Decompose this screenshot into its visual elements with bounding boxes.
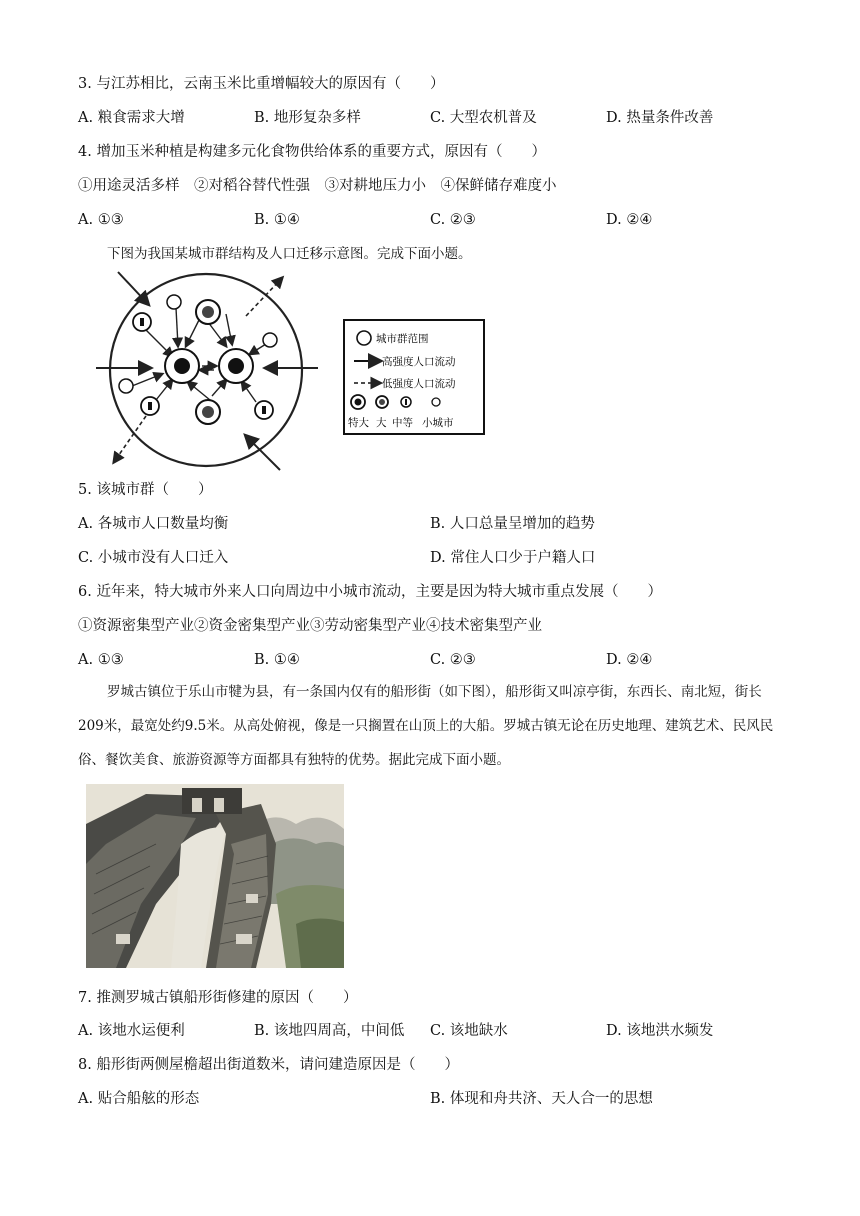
q4-items: ①用途灵活多样 ②对稻谷替代性强 ③对耕地压力小 ④保鲜储存难度小 [78,178,557,194]
q7-option-d: D. 该地洪水频发 [606,1023,714,1039]
intro-city-cluster: 下图为我国某城市群结构及人口迁移示意图。完成下面小题。 [107,246,472,262]
q8-option-b: B. 体现和舟共济、天人合一的思想 [430,1091,653,1107]
q6-items: ①资源密集型产业②资金密集型产业③劳动密集型产业④技术密集型产业 [78,618,542,634]
legend-size-large: 大 [376,417,387,429]
q4-option-d: D. ②④ [606,212,653,228]
q5-option-c: C. 小城市没有人口迁入 [78,550,229,566]
q3-option-a: A. 粮食需求大增 [78,110,185,126]
legend-size-medium: 中等 [392,417,413,429]
q6-option-c: C. ②③ [430,652,476,668]
q3-option-d: D. 热量条件改善 [606,110,714,126]
legend-size-mega: 特大 [348,417,369,429]
q5-stem: 5. 该城市群（ ） [78,482,213,498]
q4-stem: 4. 增加玉米种植是构建多元化食物供给体系的重要方式，原因有（ ） [78,144,546,160]
legend-range-label: 城市群范围 [376,333,429,345]
q3-option-c: C. 大型农机普及 [430,110,537,126]
q6-option-b: B. ①④ [254,652,300,668]
q6-option-d: D. ②④ [606,652,653,668]
intro-luocheng: 罗城古镇位于乐山市犍为县，有一条国内仅有的船形街（如下图），船形街又叫凉亭街，东西长、南北短，街长209米，最宽处约9.5米。从高处俯视，像是一只搁置在山顶上的大船。罗城古镇无论在历史地理、建筑艺术、民风民俗、餐饮美食、旅游资源等方面都具有独特的优势。据此完成下面小题。 [78,684,774,768]
diagram-legend [344,320,484,434]
q5-option-b: B. 人口总量呈增加的趋势 [430,516,595,532]
luocheng-painting [86,784,344,968]
q6-stem: 6. 近年来，特大城市外来人口向周边中小城市流动，主要是因为特大城市重点发展（ ） [78,584,662,600]
q5-option-d: D. 常住人口少于户籍人口 [430,550,596,566]
q4-option-c: C. ②③ [430,212,476,228]
q8-stem: 8. 船形街两侧屋檐超出街道数米，请问建造原因是（ ） [78,1057,459,1073]
city-cluster-diagram [96,266,496,474]
q5-option-a: A. 各城市人口数量均衡 [78,516,229,532]
q7-option-a: A. 该地水运便利 [78,1023,185,1039]
legend-high-label: 高强度人口流动 [382,356,456,368]
q7-stem: 7. 推测罗城古镇船形街修建的原因（ ） [78,990,358,1006]
q7-option-b: B. 该地四周高，中间低 [254,1023,405,1039]
q8-option-a: A. 贴合船舷的形态 [78,1091,200,1107]
legend-low-label: 低强度人口流动 [382,378,456,390]
q4-option-a: A. ①③ [78,212,124,228]
q7-option-c: C. 该地缺水 [430,1023,508,1039]
q3-option-b: B. 地形复杂多样 [254,110,361,126]
q3-stem: 3. 与江苏相比，云南玉米比重增幅较大的原因有（ ） [78,76,445,92]
legend-size-small: 小城市 [422,417,454,429]
q4-option-b: B. ①④ [254,212,300,228]
q6-option-a: A. ①③ [78,652,124,668]
